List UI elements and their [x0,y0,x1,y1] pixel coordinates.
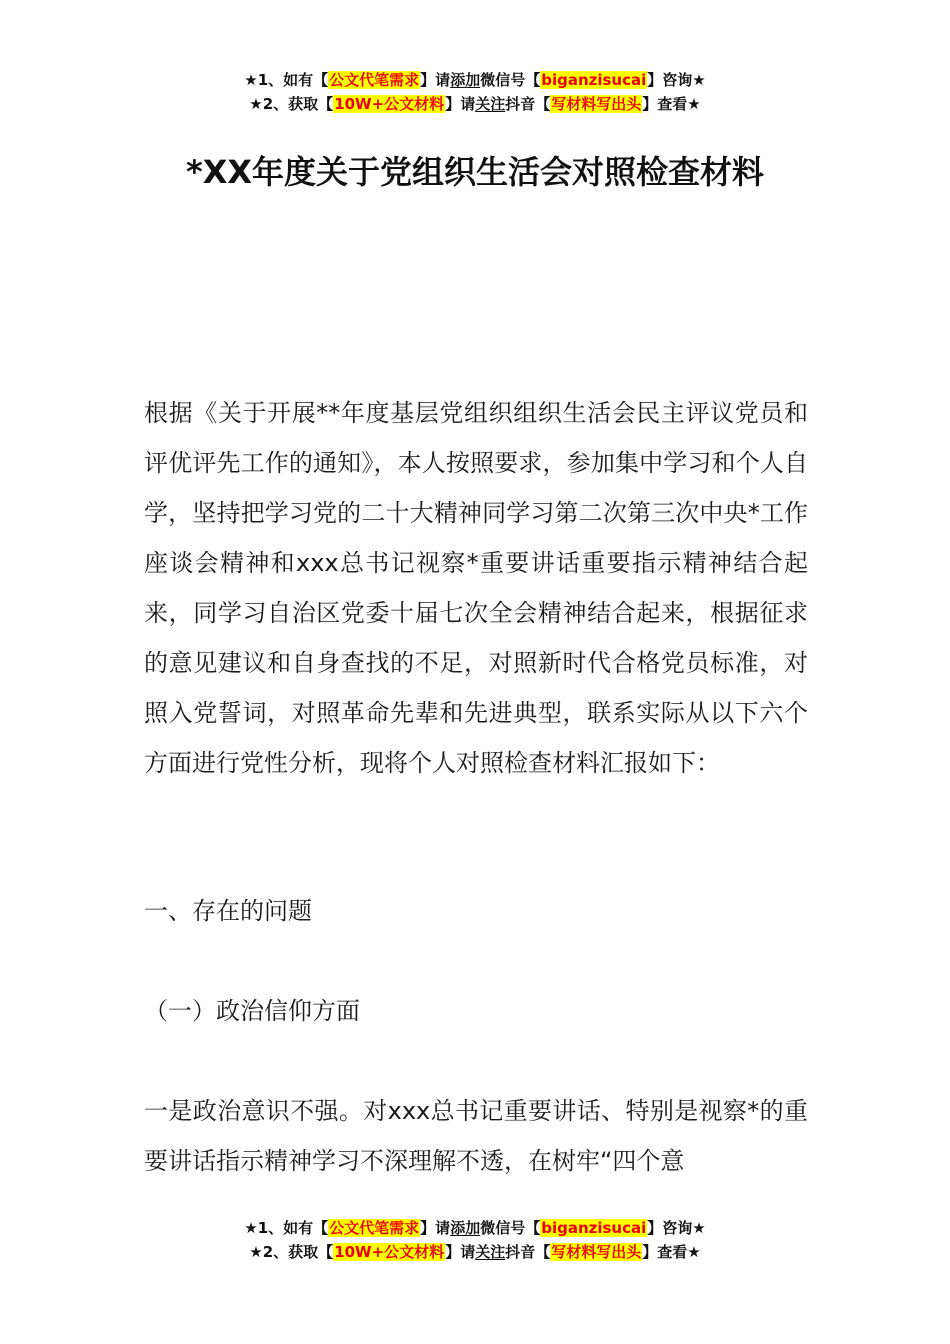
banner-text: 】查看★ [642,1243,701,1261]
banner-text: ★2、获取【 [249,95,334,113]
banner-text: 微信号【 [480,71,541,89]
highlight-wechat-id: biganzisucai [541,71,647,89]
highlight-materials: 10W+公文材料 [334,95,445,113]
highlight-service: 公文代笔需求 [329,1219,420,1237]
banner-text: 】请 [445,1243,476,1261]
banner-text: 】请 [420,71,451,89]
section-heading: 一、存在的问题 [144,897,312,925]
document-title: *XX年度关于党组织生活会对照检查材料 [185,153,765,191]
banner-text: ★1、如有【 [244,1219,329,1237]
header-banner [0,68,950,116]
banner-line-2 [0,1240,950,1264]
banner-line-1 [0,68,950,92]
underlined-word: 关注 [475,1243,506,1261]
highlight-wechat-id: biganzisucai [541,1219,647,1237]
subsection-heading: （一）政治信仰方面 [144,997,360,1025]
banner-text: 】请 [420,1219,451,1237]
body-paragraph: 一是政治意识不强。对xxx总书记重要讲话、特别是视察*的重要讲话指示精神学习不深理解不透，在树牢“四个意 [144,1097,808,1175]
banner-text: ★1、如有【 [244,71,329,89]
highlight-materials: 10W+公文材料 [334,1243,445,1261]
banner-text: ★2、获取【 [249,1243,334,1261]
highlight-douyin-account: 写材料写出头 [551,1243,642,1261]
intro-paragraph: 根据《关于开展**年度基层党组织组织生活会民主评议党员和评优评先工作的通知》，本人按照要求，参加集中学习和个人自学，坚持把学习党的二十大精神同学习第二次第三次中央*工作座谈会精神和xxx总书记视察*重要讲话重要指示精神结合起来，同学习自治区党委十届七次全会精神结合起来，根据征求的意见建议和自身查找的不足，对照新时代合格党员标准，对照入党誓词，对照革命先辈和先进典型，联系实际从以下六个方面进行党性分析，现将个人对照检查材料汇报如下： [144,399,808,777]
highlight-service: 公文代笔需求 [329,71,420,89]
banner-text: 抖音【 [505,95,551,113]
banner-text: 抖音【 [505,1243,551,1261]
banner-text: 】查看★ [642,95,701,113]
underlined-word: 添加 [450,71,481,89]
banner-text: 】咨询★ [647,1219,706,1237]
banner-text: 】请 [445,95,476,113]
banner-text: 】咨询★ [647,71,706,89]
footer-banner [0,1216,950,1264]
banner-line-1 [0,1216,950,1240]
underlined-word: 关注 [475,95,506,113]
underlined-word: 添加 [450,1219,481,1237]
banner-line-2 [0,92,950,116]
highlight-douyin-account: 写材料写出头 [551,95,642,113]
banner-text: 微信号【 [480,1219,541,1237]
